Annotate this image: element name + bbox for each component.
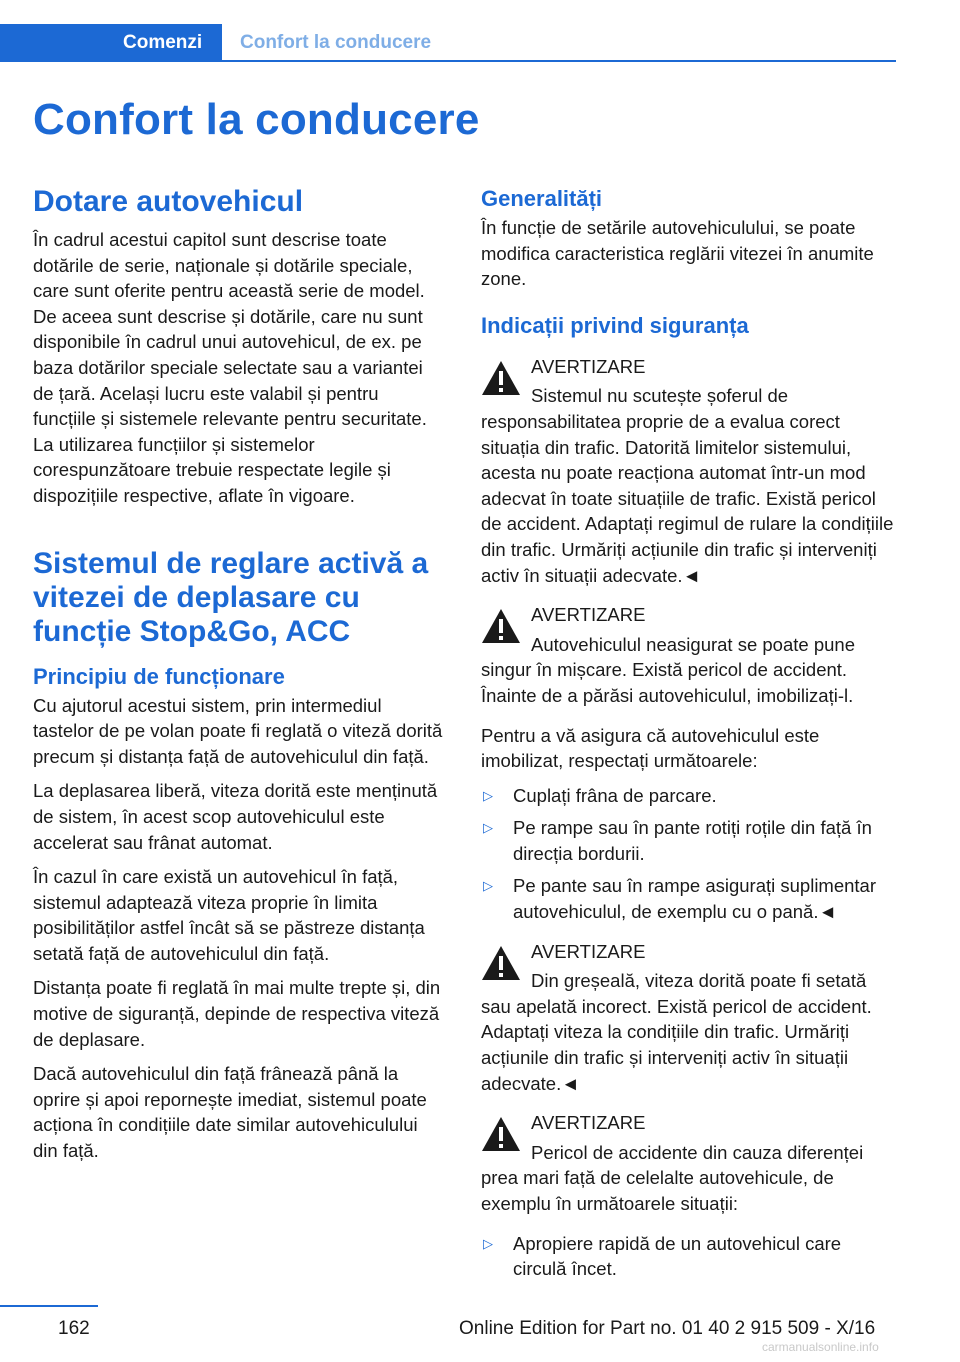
subsection-title-principiu: Principiu de funcționare — [33, 663, 285, 689]
warning-triangle-icon — [481, 1116, 521, 1152]
list-item: ▷ Pe rampe sau în pante rotiți roțile din față în direcția bordurii. — [483, 817, 872, 864]
warning-block-1 — [481, 354, 897, 588]
section-title-acc: Sistemul de reglare activă a vitezei de deplasare cu funcție Stop&Go, ACC — [33, 546, 429, 648]
page-number: 162 — [58, 1318, 90, 1339]
warning-text: Pericol de accidente din cauza diferenței prea mari față de celelalte autovehicule, de exemplu în următoarele situații: — [481, 1141, 864, 1214]
footer-rule — [0, 1305, 98, 1307]
warning-triangle-icon — [481, 945, 521, 981]
section-title-dotare: Dotare autovehicul — [33, 185, 304, 218]
header-tab-label: Comenzi — [123, 32, 203, 53]
principiu-paragraph-4: Distanța poate fi reglată în mai multe trepte și, din motive de siguranță, depinde de respectiva viteză de deplasare. — [33, 977, 441, 1050]
list-item: ▷ Cuplați frâna de parcare. — [481, 783, 897, 809]
triangle-bullet-icon: ▷ — [483, 878, 493, 894]
header-breadcrumb: Confort la conducere — [240, 32, 432, 53]
warning-label: AVERTIZARE — [531, 940, 646, 962]
watermark: carmanualsonline.info — [762, 1340, 879, 1354]
header-tab-comenzi — [0, 24, 222, 62]
secure-intro-paragraph: Pentru a vă asigura că autovehiculul este imobilizat, respectați următoarele: — [481, 724, 820, 772]
principiu-paragraph-5: Dacă autovehiculul din față frânează până la oprire și apoi repornește imediat, sistemul poate acționa în condițiile date similar autovehiculului din față. — [33, 1063, 427, 1162]
list-item: ▷ Apropiere rapidă de un autovehicul care circulă încet. — [483, 1232, 842, 1280]
principiu-paragraph-1: Cu ajutorul acestui sistem, prin intermediul tastelor de pe volan poate fi reglată o viteză dorită precum și distanța față de autovehiculul din față. — [33, 694, 443, 767]
warning-text: Autovehiculul neasigurat se poate pune singur în mișcare. Există pericol de accident. Înainte de a părăsi autovehiculul, imobilizați-l. — [481, 633, 855, 706]
list-item: ▷ Pe pante sau în rampe asigurați suplimentar autovehiculul, de exemplu cu o pană.◄ — [483, 875, 877, 923]
generalitati-paragraph: În funcție de setările autovehiculului, se poate modifica caracteristica reglării vitezei în anumite zone. — [481, 217, 874, 290]
warning-block-2 — [481, 602, 897, 708]
warning-label: AVERTIZARE — [531, 1112, 646, 1134]
header-rule — [0, 60, 896, 62]
warning-text: Sistemul nu scutește șoferul de responsabilitatea proprie de a evalua corect situația din trafic. Datorită limitelor sistemului, acesta nu poate reacționa automat într-un mod adecvat în toate situațiile de trafic. Există pericol de accident. Adaptați regimul de rulare la condițiile din trafic. Urmăriți acțiunile din trafic și interveniți activ în situații adecvate.◄ — [481, 385, 894, 586]
principiu-paragraph-3: În cazul în care există un autovehicul în față, sistemul adaptează viteza proprie în limita posibilităților astfel încât să se păstreze distanța setată față de autovehiculul din față. — [33, 866, 425, 964]
left-column — [33, 185, 443, 1173]
warning-label: AVERTIZARE — [531, 604, 646, 626]
triangle-bullet-icon: ▷ — [483, 787, 493, 803]
subsection-title-siguranta: Indicații privind siguranța — [481, 312, 749, 338]
warning-label: AVERTIZARE — [531, 355, 646, 377]
warning-triangle-icon — [481, 360, 521, 396]
warning-text: Din greșeală, viteza dorită poate fi setată sau apelată incorect. Există pericol de accident. Adaptați viteza la condițiile din trafic. Urmăriți acțiunile din trafic și interveniți activ în situații adecvate.◄ — [481, 970, 872, 1094]
warning-block-3 — [481, 939, 897, 1097]
triangle-bullet-icon: ▷ — [483, 1235, 493, 1251]
distance-list — [481, 1231, 897, 1282]
dotare-paragraph: În cadrul acestui capitol sunt descrise toate dotările de serie, naționale și dotările speciale, care sunt oferite pentru această serie de model. De aceea sunt descrise și dotările, care nu sunt disponibile în cadrul unui autovehicul, de ex. pe baza dotărilor speciale selectate sau a variantei de țară. Același lucru este valabil și pentru funcțiile și sistemele relevante pentru securitate. La utilizarea funcțiilor și sistemelor corespunzătoare trebuie respectate legile și dispozițiile respective, aflate în vigoare. — [33, 229, 427, 506]
triangle-bullet-icon: ▷ — [483, 820, 493, 836]
chapter-title: Confort la conducere — [33, 95, 480, 144]
warning-block-4 — [481, 1110, 897, 1216]
secure-list — [481, 783, 897, 925]
warning-triangle-icon — [481, 608, 521, 644]
subsection-title-generalitati: Generalități — [481, 186, 603, 211]
edition-note: Online Edition for Part no. 01 40 2 915 509 - X/16 — [459, 1318, 876, 1339]
right-column — [481, 185, 897, 1294]
principiu-paragraph-2: La deplasarea liberă, viteza dorită este menținută de sistem, în acest scop autovehiculul este accelerat sau frânat automat. — [33, 780, 438, 853]
